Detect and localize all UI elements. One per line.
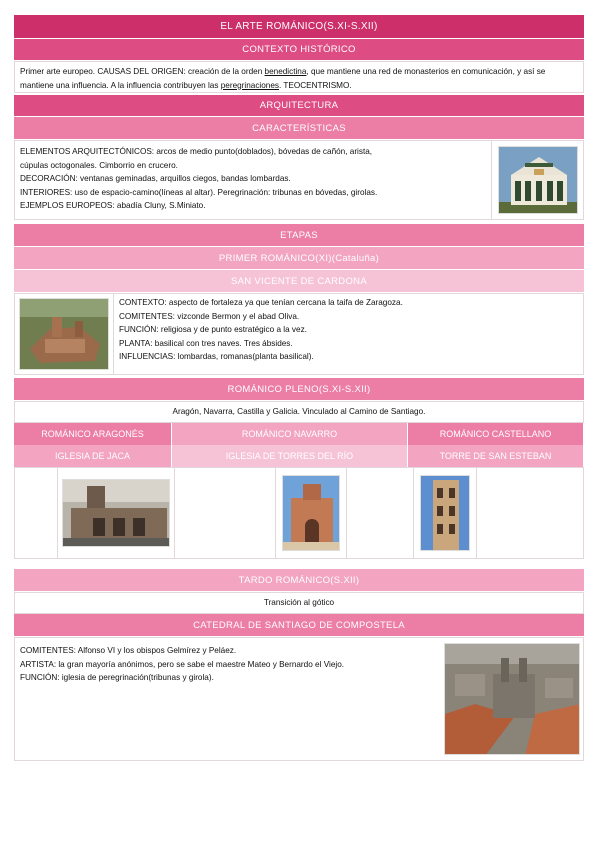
pleno-subcolumns xyxy=(14,445,584,467)
compostela-line: ARTISTA: la gran mayoría anónimos, pero se sabe el maestre Mateo y Bernardo el Viejo. xyxy=(20,659,345,669)
cardona-line: COMITENTES: vizconde Bermon y el abad Oliva. xyxy=(119,311,300,321)
jaca-heading: IGLESIA DE JACA xyxy=(14,445,172,467)
contexto-text xyxy=(14,61,584,93)
cardona-line: FUNCIÓN: religiosa y de punto estratégico a la vez. xyxy=(119,325,307,334)
peregrinaciones-link: peregrinaciones xyxy=(220,80,279,90)
pleno-heading: ROMÁNICO PLENO(S.XI-S.XII) xyxy=(14,378,584,401)
pleno-photos xyxy=(14,467,584,559)
esteban-photo xyxy=(420,475,470,551)
tardo-text: Transición al gótico xyxy=(14,592,584,614)
pleno-columns xyxy=(14,423,584,445)
cardona-line: INFLUENCIAS: lombardas, romanas(planta basilical). xyxy=(119,352,314,361)
esteban-heading: TORRE DE SAN ESTEBAN xyxy=(408,445,584,467)
tardo-heading: TARDO ROMÁNICO(S.XII) xyxy=(14,569,584,592)
cardona-heading: SAN VICENTE DE CARDONA xyxy=(14,270,584,293)
compostela-photo xyxy=(444,643,580,755)
caracteristicas-box xyxy=(14,140,584,220)
compostela-cell xyxy=(441,638,583,760)
cardona-box xyxy=(14,293,584,375)
compostela-text xyxy=(15,638,441,760)
jaca-photo xyxy=(62,479,170,547)
caracteristicas-line: cúpulas octogonales. Cimborrio en crucero. xyxy=(20,160,178,170)
jaca-cell xyxy=(58,468,175,558)
primer-heading: PRIMER ROMÁNICO(XI)(Cataluña) xyxy=(14,247,584,270)
caracteristicas-line: INTERIORES: uso de espacio-camino(líneas al altar). Peregrinación: tribunas en bóvedas, girolas. xyxy=(20,187,378,197)
caracteristicas-line: ELEMENTOS ARQUITECTÓNICOS: arcos de medio punto(doblados), bóvedas de cañón, arista, xyxy=(20,147,373,156)
caracteristicas-line: DECORACIÓN: ventanas geminadas, arquillos ciegos, bandas lombardas. xyxy=(20,174,291,183)
cardona-line: PLANTA: basilical con tres naves. Tres ábsides. xyxy=(119,338,293,348)
cardona-photo xyxy=(19,298,109,370)
navarro-heading: ROMÁNICO NAVARRO xyxy=(172,423,408,445)
cardona-cell xyxy=(15,294,114,374)
contexto-text-1: Primer arte europeo. CAUSAS DEL ORIGEN: creación de la orden xyxy=(20,67,265,76)
san-miniato-photo xyxy=(498,146,578,214)
compostela-box xyxy=(14,637,584,761)
compostela-heading: CATEDRAL DE SANTIAGO DE COMPOSTELA xyxy=(14,614,584,637)
san-miniato-cell xyxy=(491,141,583,219)
torres-heading: IGLESIA DE TORRES DEL RÍO xyxy=(172,445,408,467)
torres-cell xyxy=(276,468,347,558)
contexto-heading: CONTEXTO HISTÓRICO xyxy=(14,39,584,61)
pleno-text: Aragón, Navarra, Castilla y Galicia. Vinculado al Camino de Santiago. xyxy=(14,401,584,423)
caracteristicas-text xyxy=(15,141,491,219)
page-title: EL ARTE ROMÁNICO(S.XI-S.XII) xyxy=(14,15,584,39)
cardona-line: CONTEXTO: aspecto de fortaleza ya que tenían cercana la taifa de Zaragoza. xyxy=(119,298,403,307)
caracteristicas-line: EJEMPLOS EUROPEOS: abadía Cluny, S.Miniato. xyxy=(20,201,206,210)
contexto-text-3: . TEOCENTRISMO. xyxy=(279,80,352,90)
compostela-line: COMITENTES: Alfonso VI y los obispos Gelmírez y Peláez. xyxy=(20,646,237,655)
caracteristicas-heading: CARACTERÍSTICAS xyxy=(14,117,584,140)
arquitectura-heading: ARQUITECTURA xyxy=(14,95,584,117)
esteban-cell xyxy=(414,468,476,558)
aragones-heading: ROMÁNICO ARAGONÉS xyxy=(14,423,172,445)
contexto-text-2: , que mantiene una red de monasterios en comunicación, y así se mantiene una influencia. A la influencia contribuyen las xyxy=(20,67,546,90)
compostela-line: FUNCIÓN: iglesia de peregrinación(tribunas y girola). xyxy=(20,673,214,682)
sheet xyxy=(14,15,584,761)
benedictina-link: benedictina xyxy=(264,67,307,76)
torres-photo xyxy=(282,475,340,551)
cardona-text xyxy=(114,294,583,374)
etapas-heading: ETAPAS xyxy=(14,224,584,247)
castellano-heading: ROMÁNICO CASTELLANO xyxy=(408,423,584,445)
